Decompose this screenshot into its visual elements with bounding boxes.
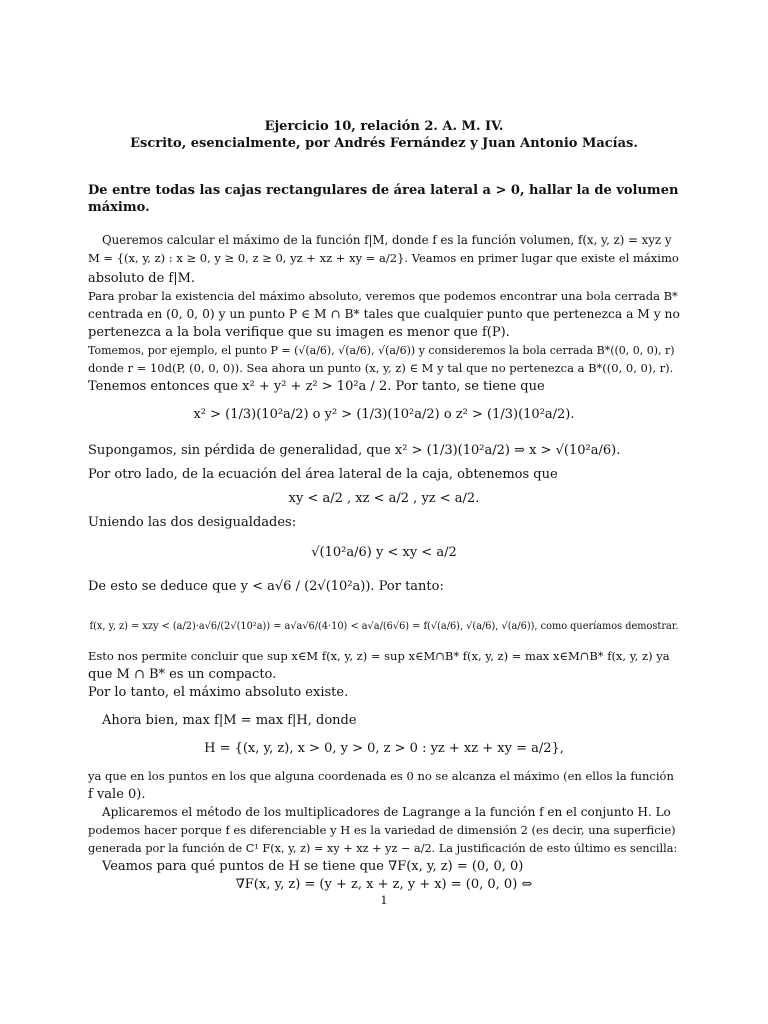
- paragraph-line: M = {(x, y, z) : x ≥ 0, y ≥ 0, z ≥ 0, yz + xz + xy = a/2}. Veamos en primer lugar que existe el máximo: [88, 251, 679, 265]
- paragraph-line: centrada en (0, 0, 0) y un punto P ∈ M ∩ B* tales que cualquier punto que pertenezca a M y no: [88, 307, 680, 321]
- display-equation: ∇F(x, y, z) = (y + z, x + z, y + x) = (0, 0, 0) ⇔: [235, 877, 533, 892]
- paragraph-line: Uniendo las dos desigualdades:: [88, 515, 297, 530]
- paragraph-line: pertenezca a la bola verifique que su imagen es menor que f(P).: [88, 325, 510, 340]
- display-equation: x² > (1/3)(10²a/2) o y² > (1/3)(10²a/2) o z² > (1/3)(10²a/2).: [193, 407, 575, 422]
- paragraph-line: Para probar la existencia del máximo absoluto, veremos que podemos encontrar una bola cerrada B*: [88, 289, 678, 303]
- paragraph-line: Veamos para qué puntos de H se tiene que ∇F(x, y, z) = (0, 0, 0): [102, 859, 524, 874]
- paragraph-line: Tomemos, por ejemplo, el punto P = (√(a/6), √(a/6), √(a/6)) y consideremos la bola cerrada B*((0, 0, 0), r): [88, 344, 675, 357]
- paragraph-line: que M ∩ B* es un compacto.: [88, 667, 277, 682]
- paragraph-line: absoluto de f|M.: [88, 271, 196, 286]
- paragraph-line: Por otro lado, de la ecuación del área lateral de la caja, obtenemos que: [88, 467, 558, 482]
- paragraph-line: Supongamos, sin pérdida de generalidad, que x² > (1/3)(10²a/2) ⇒ x > √(10²a/6).: [88, 443, 621, 458]
- problem-statement-line-1: De entre todas las cajas rectangulares de área lateral a > 0, hallar la de volumen: [88, 183, 679, 198]
- paragraph-line: Aplicaremos el método de los multiplicadores de Lagrange a la función f en el conjunto H. Lo: [102, 805, 671, 819]
- paragraph-line: Ahora bien, max f|M = max f|H, donde: [102, 713, 357, 728]
- doc-title: Ejercicio 10, relación 2. A. M. IV.: [264, 119, 504, 134]
- paragraph-line: f vale 0).: [88, 787, 146, 802]
- doc-authors: Escrito, esencialmente, por Andrés Fernández y Juan Antonio Macías.: [130, 136, 638, 151]
- display-equation: f(x, y, z) = xzy < (a/2)·a√6/(2√(10²a)) = a√a√6/(4·10) < a√a/(6√6) = f(√(a/6), √(a/6), √(a/6)), como queríamos demostrar.: [89, 621, 679, 632]
- paragraph-line: Esto nos permite concluir que sup x∈M f(x, y, z) = sup x∈M∩B* f(x, y, z) = max x∈M∩B* f(x, y, z) ya: [88, 649, 670, 663]
- paragraph-line: Tenemos entonces que x² + y² + z² > 10²a / 2. Por tanto, se tiene que: [88, 379, 545, 394]
- paragraph-line: Por lo tanto, el máximo absoluto existe.: [88, 685, 349, 700]
- display-equation: √(10²a/6) y < xy < a/2: [311, 545, 457, 560]
- display-equation: xy < a/2 , xz < a/2 , yz < a/2.: [288, 491, 480, 506]
- paragraph-line: Queremos calcular el máximo de la función f|M, donde f es la función volumen, f(x, y, z) = xyz y: [102, 233, 672, 247]
- paragraph-line: donde r = 10d(P, (0, 0, 0)). Sea ahora un punto (x, y, z) ∈ M y tal que no pertenezca a B*((0, 0, 0), r).: [88, 361, 674, 375]
- page-number: 1: [380, 894, 388, 907]
- paragraph-line: podemos hacer porque f es diferenciable y H es la variedad de dimensión 2 (es decir, una superficie): [88, 823, 676, 837]
- paragraph-line: De esto se deduce que y < a√6 / (2√(10²a)). Por tanto:: [88, 579, 444, 594]
- paragraph-line: generada por la función de C¹ F(x, y, z) = xy + xz + yz − a/2. La justificación de esto último es sencilla:: [88, 842, 678, 855]
- display-equation: H = {(x, y, z), x > 0, y > 0, z > 0 : yz + xz + xy = a/2},: [204, 741, 564, 756]
- problem-statement-line-2: máximo.: [88, 200, 150, 215]
- paragraph-line: ya que en los puntos en los que alguna coordenada es 0 no se alcanza el máximo (en ellos la función: [88, 769, 674, 783]
